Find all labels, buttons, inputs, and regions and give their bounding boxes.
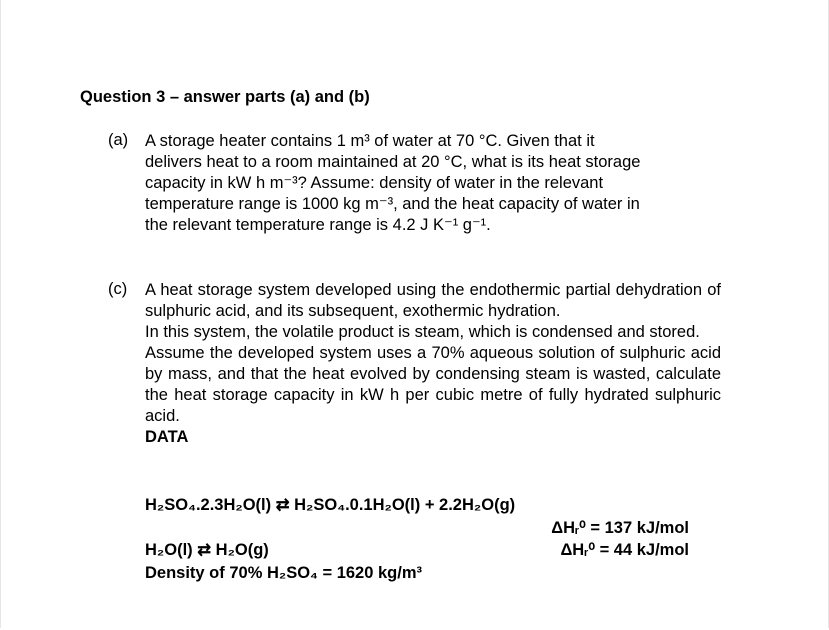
part-c-paragraph-3: Assume the developed system uses a 70% aqueous solution of sulphuric acid by mass, and that the heat evolved by condensing steam is wasted, calculate the heat storage capacity in kW h per cubic metre of fully hydrated sulphuric acid. bbox=[145, 344, 721, 425]
part-a-line-2: delivers heat to a room maintained at 20 °C, what is its heat storage bbox=[145, 153, 641, 171]
part-c-text bbox=[145, 280, 721, 448]
part-a-line-3: capacity in kW h m⁻³? Assume: density of water in the relevant bbox=[145, 174, 604, 192]
part-c-paragraph-2: In this system, the volatile product is steam, which is condensed and stored. bbox=[145, 323, 700, 341]
density-line: Density of 70% H₂SO₄ = 1620 kg/m³ bbox=[145, 564, 423, 582]
part-a-line-4: temperature range is 1000 kg m⁻³, and the heat capacity of water in bbox=[145, 195, 640, 213]
part-a-line-5: the relevant temperature range is 4.2 J K⁻¹ g⁻¹. bbox=[145, 216, 491, 234]
part-c-label: (c) bbox=[108, 280, 128, 298]
part-c-paragraph-1: A heat storage system developed using the endothermic partial dehydration of sulphuric acid, and its subsequent, exothermic hydration. bbox=[145, 281, 721, 320]
part-a-label: (a) bbox=[108, 131, 129, 149]
question-heading: Question 3 – answer parts (a) and (b) bbox=[80, 88, 370, 106]
data-heading: DATA bbox=[145, 428, 189, 446]
part-a-line-1: A storage heater contains 1 m³ of water at 70 °C. Given that it bbox=[145, 132, 595, 150]
reaction-1-enthalpy: ΔHᵣ⁰ = 137 kJ/mol bbox=[551, 519, 689, 537]
part-a-text bbox=[145, 131, 721, 236]
reaction-2-equation: H₂O(l) ⇄ H₂O(g) bbox=[145, 541, 269, 559]
reaction-1-equation: H₂SO₄.2.3H₂O(l) ⇄ H₂SO₄.0.1H₂O(l) + 2.2H₂O(g) bbox=[145, 496, 516, 514]
reaction-2-enthalpy: ΔHᵣ⁰ = 44 kJ/mol bbox=[560, 541, 689, 559]
